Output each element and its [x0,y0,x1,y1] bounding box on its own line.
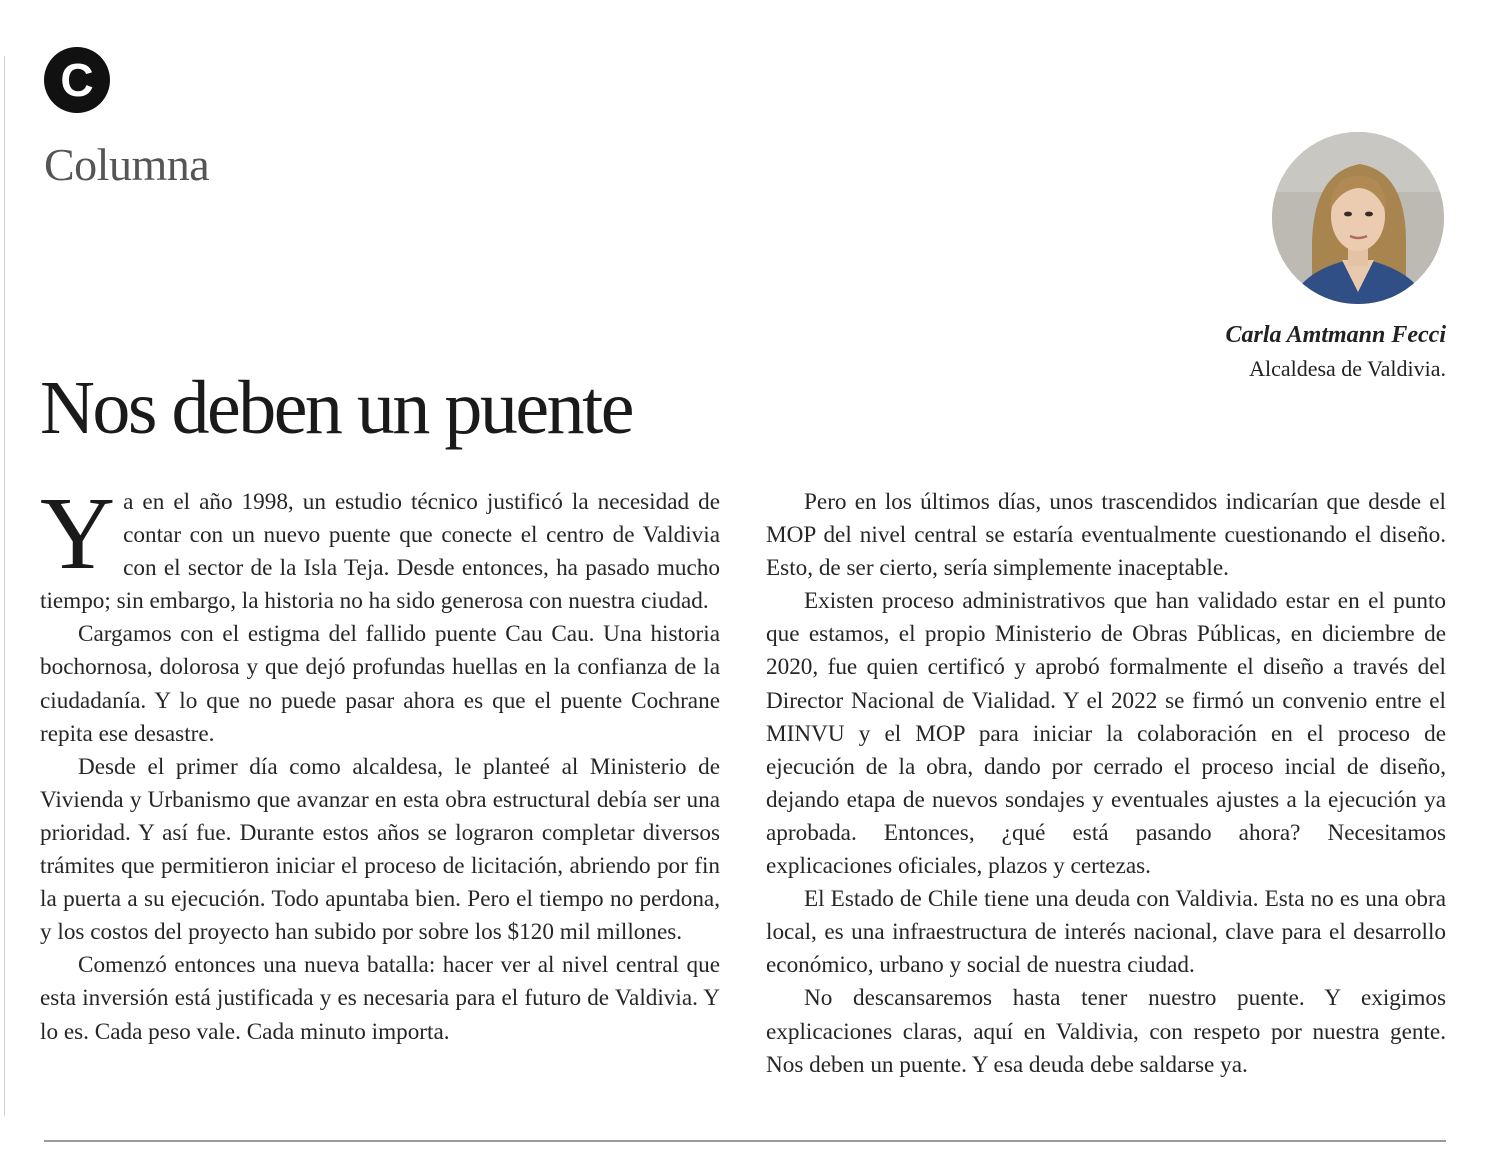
article-column-left [40,476,720,1049]
page-margin-rule [4,56,5,1116]
section-badge-letter: C [60,54,94,106]
article-paragraph: Cargamos con el estigma del fallido puente Cau Cau. Una historia bochornosa, dolorosa y que dejó profundas huellas en la confianza de la ciudadanía. Y lo que no puede pasar ahora es que el puente Cochrane repita ese desastre. [40,621,720,747]
article-paragraph: Pero en los últimos días, unos trascendidos indicarían que desde el MOP del nivel central se estaría eventualmente cuestionando el diseño. Esto, de ser cierto, sería simplemente inaceptable. [766,489,1446,582]
article-paragraph: No descansaremos hasta tener nuestro puente. Y exigimos explicaciones claras, aquí en Valdivia, con respeto por nuestra gente. Nos deben un puente. Y esa deuda debe saldarse ya. [766,985,1446,1078]
section-label: Columna [44,139,210,190]
article-paragraph: Existen proceso administrativos que han validado estar en el punto que estamos, el propio Ministerio de Obras Públicas, en diciembre de 2020, fue quien certificó y aprobó formalmente el diseño a través del Director Nacional de Vialidad. Y el 2022 se firmó un convenio entre el MINVU y el MOP para iniciar la colaboración en el proceso de ejecución de la obra, dando por cerrado el proceso incial de diseño, dejando etapa de nuevos sondajes y eventuales ajustes a la ejecución ya aprobada. Entonces, ¿qué está pasando ahora? Necesitamos explicaciones oficiales, plazos y certezas. [766,588,1446,880]
drop-cap: Y [40,476,116,591]
article-column-right [766,486,1446,1082]
article-paragraph: Desde el primer día como alcaldesa, le planteé al Ministerio de Vivienda y Urbanismo que avanzar en esta obra estructural debía ser una prioridad. Y así fue. Durante estos años se lograron completar diversos trámites que permitieron iniciar el proceso de licitación, abriendo por fin la puerta a su ejecución. Todo apuntaba bien. Pero el tiempo no perdona, y los costos del proyecto han subido por sobre los $120 mil millones. [40,753,720,946]
section-badge [44,47,110,113]
article-paragraph: Comenzó entonces una nueva batalla: hacer ver al nivel central que esta inversión está justificada y es necesaria para el futuro de Valdivia. Y lo es. Cada peso vale. Cada minuto importa. [40,952,720,1045]
author-portrait-image [1272,132,1444,304]
bottom-divider [44,1140,1446,1142]
article-paragraph: El Estado de Chile tiene una deuda con Valdivia. Esta no es una obra local, es una infraestructura de interés nacional, clave para el desarrollo económico, urbano y social de nuestra ciudad. [766,886,1446,979]
author-portrait [1272,132,1444,304]
article-paragraph [40,476,720,618]
paragraph-text: a en el año 1998, un estudio técnico justificó la necesidad de contar con un nuevo puente que conecte el centro de Valdivia con el sector de la Isla Teja. Desde entonces, ha pasado mucho tiempo; sin embargo, la historia no ha sido generosa con nuestra ciudad. [40,489,720,615]
headline: Nos deben un puente [40,366,633,450]
author-name: Carla Amtmann Fecci [1225,322,1446,348]
author-role: Alcaldesa de Valdivia. [1249,356,1446,381]
